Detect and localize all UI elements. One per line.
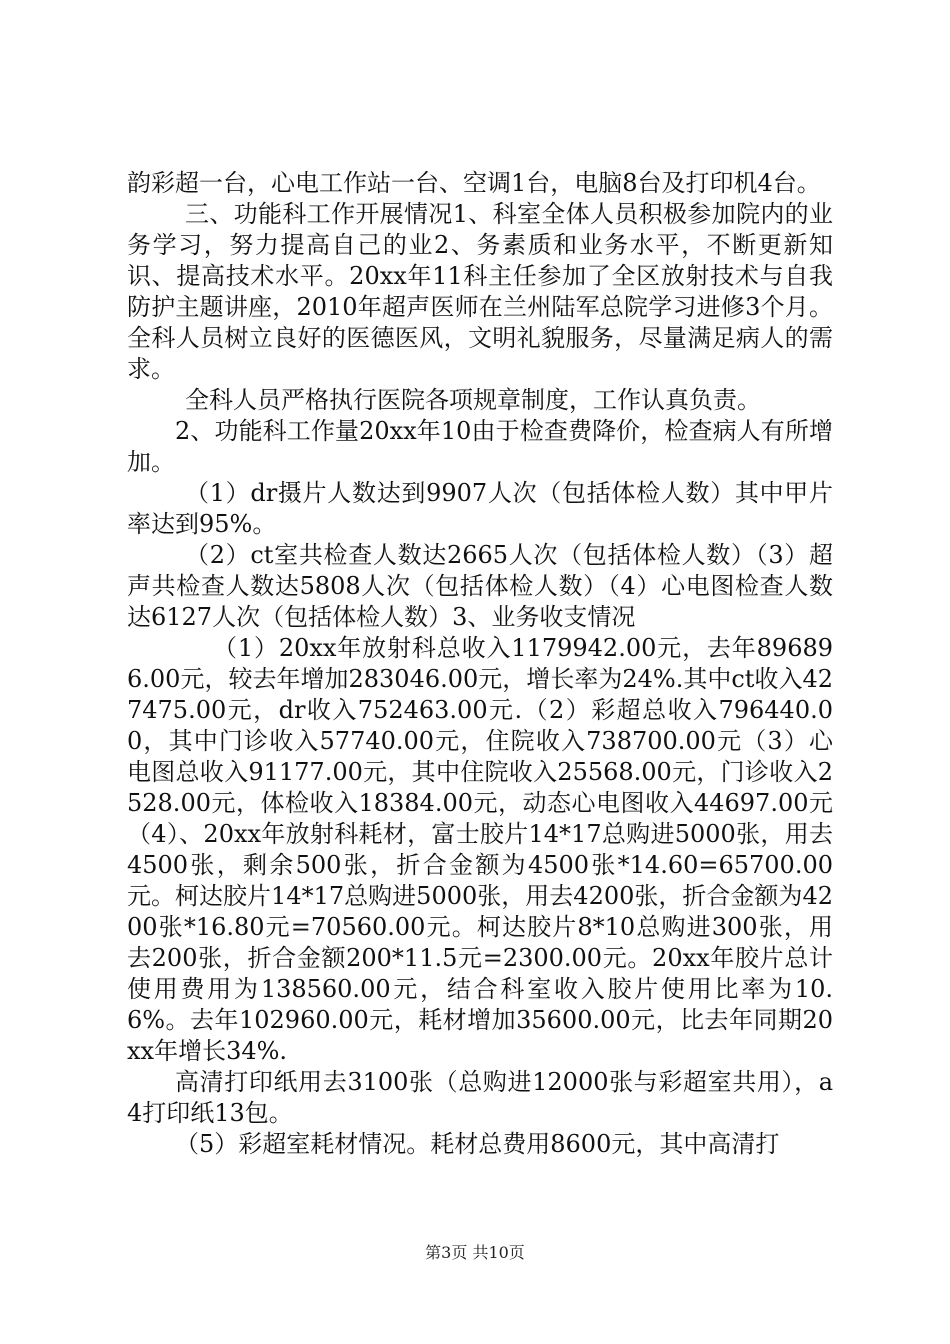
document-body [127,168,833,1160]
page-number-footer: 第3页 共10页 [425,1243,525,1262]
paragraph-equipment: 韵彩超一台，心电工作站一台、空调1台，电脑8台及打印机4台。 [127,169,821,197]
paragraph-section-three: 三、功能科工作开展情况1、科室全体人员积极参加院内的业务学习，努力提高自己的业2、务素质和业务水平，不断更新知识、提高技术水平。20xx年11科主任参加了全区放射技术与自我防护主题讲座，2010年超声医师在兰州陆军总院学习进修3个月。全科人员树立良好的医德医风，文明礼貌服务，尽量满足病人的需求。 [127,200,833,383]
paragraph-revenue: （1）20xx年放射科总收入1179942.00元，去年896896.00元，较去年增加283046.00元，增长率为24%.其中ct收入427475.00元，dr收入752463.00元.（2）彩超总收入796440.00，其中门诊收入57740.00元，住院收入738700.00元（3）心电图总收入91177.00元，其中住院收入25568.00元，门诊收入2528.00元，体检收入18384.00元，动态心电图收入44697.00元（4）、20xx年放射科耗材，富士胶片14*17总购进5000张，用去4500张，剩余500张，折合金额为4500张*14.60=65700.00元。柯达胶片14*17总购进5000张，用去4200张，折合金额为4200张*16.80元=70560.00元。柯达胶片8*10总购进300张，用去200张，折合金额200*11.5元=2300.00元。20xx年胶片总计使用费用为138560.00元，结合科室收入胶片使用比率为10.6%。去年102960.00元，耗材增加35600.00元，比去年同期20xx年增长34%. [127,634,833,1065]
paragraph-workload: 2、功能科工作量20xx年10由于检查费降价，检查病人有所增加。 [127,417,833,476]
paragraph-dr-count: （1）dr摄片人数达到9907人次（包括体检人数）其中甲片率达到95%。 [127,479,833,538]
paragraph-ultrasound-supplies: （5）彩超室耗材情况。耗材总费用8600元，其中高清打 [175,1130,780,1158]
paragraph-print-paper: 高清打印纸用去3100张（总购进12000张与彩超室共用），a4打印纸13包。 [127,1068,833,1127]
paragraph-rules: 全科人员严格执行医院各项规章制度，工作认真负责。 [185,386,761,414]
paragraph-ct-count: （2）ct室共检查人数达2665人次（包括体检人数）（3）超声共检查人数达5808人次（包括体检人数）（4）心电图检查人数达6127人次（包括体检人数）3、业务收支情况 [127,541,833,631]
